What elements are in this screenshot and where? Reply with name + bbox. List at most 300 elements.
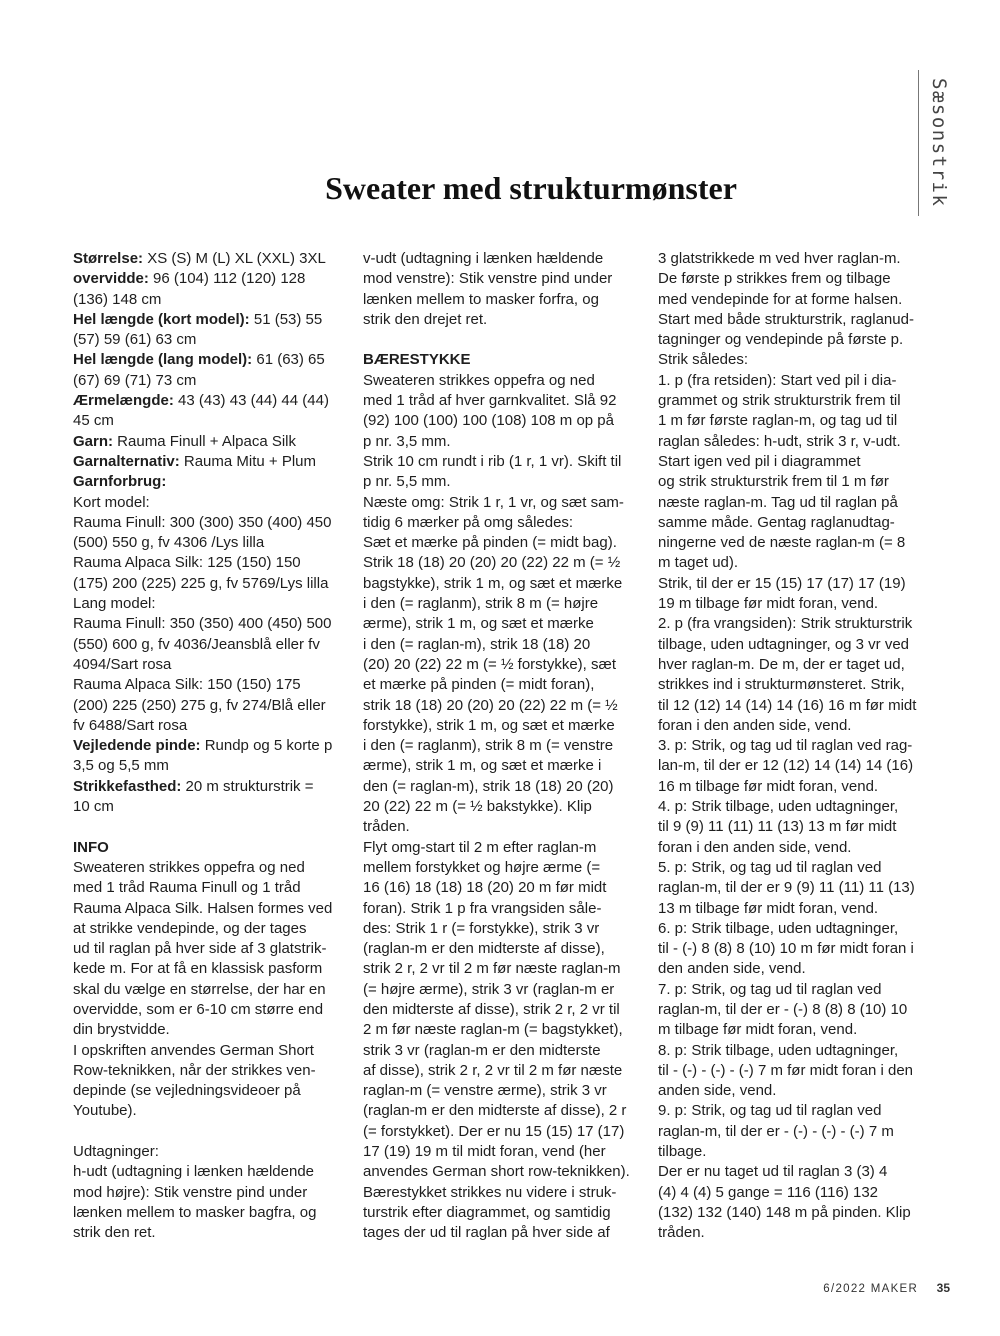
text-line [73,290,353,310]
line-text: 8. p: Strik tilbage, uden udtagninger, [658,1041,899,1059]
line-heading: overvidde: [73,270,149,288]
text-line [73,1122,353,1142]
line-text: h-udt (udtagning i lænken hældende [73,1163,315,1181]
text-line [658,574,938,594]
text-line [363,1061,643,1081]
text-line [658,696,938,716]
line-text: ningerne ved de næste raglan-m (= 8 [658,534,906,552]
line-text: til - (-) - (-) - (-) 7 m før midt foran i den [658,1061,913,1079]
text-line [73,736,353,756]
line-text: (500) 550 g, fv 4306 /Lys lilla [73,534,265,552]
line-text: tilbage. [658,1143,707,1161]
line-text: Bærestykket strikkes nu videre i struk- [363,1183,617,1201]
text-line [73,858,353,878]
line-text: strik den drejet ret. [363,310,488,328]
line-text: raglan-m, til der er - (-) - (-) - (-) 7 m [658,1122,894,1140]
text-line [658,553,938,573]
line-text: Næste omg: Strik 1 r, 1 vr, og sæt sam- [363,493,624,511]
text-line [73,472,353,492]
line-text: p nr. 5,5 mm. [363,473,451,491]
text-line [363,959,643,979]
line-text: 96 (104) 112 (120) 128 [148,270,306,288]
line-text: 2 m før næste raglan-m (= bagstykket), [363,1021,623,1039]
text-line [363,1142,643,1162]
text-line [363,269,643,289]
line-text: af disse), strik 2 r, 2 vr til 2 m før næste [363,1061,623,1079]
line-text: 1. p (fra retsiden): Start ved pil i dia- [658,371,897,389]
text-line [363,696,643,716]
text-line [73,432,353,452]
text-line [73,310,353,330]
line-text: tidig 6 mærker på omg således: [363,513,574,531]
text-line [658,655,938,675]
text-line [363,350,643,370]
text-column-1 [73,249,353,1244]
line-text: den anden side, vend. [658,960,806,978]
text-line [363,797,643,817]
line-text: foran). Strik 1 p fra vrangsiden såle- [363,899,602,917]
line-text: 4. p: Strik tilbage, uden udtagninger, [658,798,899,816]
line-text: Flyt omg-start til 2 m efter raglan-m [363,838,597,856]
text-line [363,1081,643,1101]
line-text: i den (= raglanm), strik 8 m (= venstre [363,737,614,755]
section-label-text: Sæsonstrik [928,78,950,208]
line-text: p nr. 3,5 mm. [363,432,451,450]
text-line [363,391,643,411]
text-line [363,756,643,776]
text-line [363,330,643,350]
line-text: tråden. [363,818,410,836]
line-text: v-udt (udtagning i lænken hældende [363,250,604,267]
text-line [363,838,643,858]
line-heading: Strikkefasthed: [73,777,182,795]
text-line [363,493,643,513]
line-text: foran i den anden side, vend. [658,716,852,734]
line-text: raglan-m, til der er 9 (9) 11 (11) 11 (13) [658,879,915,897]
line-text: Strik, til der er 15 (15) 17 (17) 17 (19) [658,574,906,592]
text-line [363,1020,643,1040]
magazine-name: MAKER [870,1283,919,1295]
text-line [658,1142,938,1162]
text-line [658,513,938,533]
text-line [73,878,353,898]
line-text: (4) 4 (4) 5 gange = 116 (116) 132 [658,1183,879,1201]
line-text: (550) 600 g, fv 4036/Jeansblå eller fv [73,635,320,653]
text-line [363,1101,643,1121]
line-text: 45 cm [73,412,114,430]
text-line [363,594,643,614]
line-text: Row-teknikken, når der strikkes ven- [73,1061,316,1079]
line-text: skal du vælge en størrelse, der har en [73,980,326,998]
line-text: 3 glatstrikkede m ved hver raglan-m. [658,250,901,267]
line-text: ærme), strik 1 m, og sæt et mærke i [363,757,602,775]
line-text: XS (S) M (L) XL (XXL) 3XL [143,250,326,267]
text-line [363,310,643,330]
line-text: 16 m tilbage før midt foran, vend. [658,777,879,795]
line-text: m tilbage før midt foran, vend. [658,1021,858,1039]
line-text: lan-m, til der er 12 (12) 14 (14) 14 (16) [658,757,914,775]
text-line [658,411,938,431]
line-text: tilbage, uden udtagninger, og 3 vr ved [658,635,910,653]
text-line [73,1142,353,1162]
line-text: raglan-m (= venstre ærme), strik 3 vr [363,1082,607,1100]
line-heading: BÆRESTYKKE [363,351,471,369]
line-text: De første p strikkes frem og tilbage [658,270,891,288]
text-line [658,371,938,391]
line-heading: Garnalternativ: [73,452,180,470]
line-text: Strik således: [658,351,749,369]
text-line [73,533,353,553]
line-text: Rauma Finull + Alpaca Silk [113,432,297,450]
line-text: 20 (22) 22 m (= ½ bakstykke). Klip [363,798,592,816]
line-text: 10 cm [73,798,114,816]
text-line [73,797,353,817]
text-line [73,249,353,269]
line-text: Start igen ved pil i diagrammet [658,452,861,470]
text-line [73,411,353,431]
text-line [363,878,643,898]
text-line [658,919,938,939]
line-text: foran i den anden side, vend. [658,838,852,856]
line-heading: Ærmelængde: [73,392,174,410]
line-text: Kort model: [73,493,150,511]
line-text: (132) 132 (140) 148 m på pinden. Klip [658,1203,911,1221]
line-text: strik 3 vr (raglan-m er den midterste [363,1041,601,1059]
text-line [363,858,643,878]
line-text: (92) 100 (100) 100 (108) 108 m op på [363,412,614,430]
line-text: (raglan-m er den midterste af disse), [363,940,605,958]
line-text: 19 m tilbage før midt foran, vend. [658,595,879,613]
text-line [73,330,353,350]
text-line [658,675,938,695]
line-text: forstykke), strik 1 m, og sæt et mærke [363,716,615,734]
line-text: Rundp og 5 korte p [200,737,333,755]
text-line [363,980,643,1000]
text-line [73,1223,353,1243]
text-line [363,716,643,736]
line-text: 2. p (fra vrangsiden): Strik strukturstrik [658,615,913,633]
line-text: tråden. [658,1224,705,1242]
line-text: 43 (43) 43 (44) 44 (44) [173,392,329,410]
text-line [363,574,643,594]
text-column-3 [658,249,938,1244]
text-line [658,980,938,1000]
text-line [73,838,353,858]
text-line [363,736,643,756]
line-text: (200) 225 (250) 275 g, fv 274/Blå eller [73,696,326,714]
line-text: til 12 (12) 14 (14) 14 (16) 16 m før midt [658,696,917,714]
line-text: ud til raglan på hver side af 3 glatstrik- [73,940,327,958]
line-heading: Hel længde (lang model): [73,351,253,369]
text-line [658,330,938,350]
text-line [73,269,353,289]
text-line [73,1183,353,1203]
line-text: Start med både strukturstrik, raglanud- [658,310,914,328]
line-text: turstrik efter diagrammet, og samtidig [363,1203,611,1221]
line-text: fv 6488/Sart rosa [73,716,188,734]
text-line [658,594,938,614]
line-text: din brystvidde. [73,1021,170,1039]
line-text: tagninger og vendepinde på første p. [658,331,904,349]
text-line [658,1162,938,1182]
line-text: næste raglan-m. Tag ud til raglan på [658,493,898,511]
text-line [73,1061,353,1081]
line-text: hver raglan-m. De m, der er taget ud, [658,655,905,673]
line-text: (175) 200 (225) 225 g, fv 5769/Lys lilla [73,574,329,592]
text-line [363,919,643,939]
line-text: 61 (63) 65 [252,351,325,369]
line-text: Lang model: [73,595,156,613]
text-line [658,635,938,655]
line-text: Rauma Alpaca Silk: 150 (150) 175 [73,676,301,694]
line-text: Sweateren strikkes oppefra og ned [73,858,305,876]
text-line [658,1061,938,1081]
text-line [658,1041,938,1061]
text-line [363,899,643,919]
text-line [658,391,938,411]
line-text: Youtube). [73,1102,137,1120]
line-text: 3. p: Strik, og tag ud til raglan ved rag- [658,737,913,755]
line-text: raglan således: h-udt, strik 3 r, v-udt. [658,432,901,450]
text-line [73,716,353,736]
text-line [658,452,938,472]
text-line [73,899,353,919]
text-line [658,838,938,858]
text-line [658,736,938,756]
text-line [73,1020,353,1040]
text-line [363,472,643,492]
text-line [363,411,643,431]
text-line [73,493,353,513]
line-text: 5. p: Strik, og tag ud til raglan ved [658,858,882,876]
text-line [73,919,353,939]
line-text: til - (-) 8 (8) 8 (10) 10 m før midt foran i [658,940,914,958]
line-text: overvidde, som er 6-10 cm større end [73,1000,324,1018]
text-line [363,635,643,655]
line-text: 6. p: Strik tilbage, uden udtagninger, [658,919,899,937]
line-text: lænken mellem to masker forfra, og [363,290,599,308]
issue-label: 6/2022 [823,1283,867,1295]
text-line [658,1000,938,1020]
text-line [658,432,938,452]
line-text: et mærke på pinden (= midt foran), [363,676,595,694]
text-line [73,1000,353,1020]
text-line [658,472,938,492]
text-line [73,1101,353,1121]
line-text: at strikke vendepinde, og der tages [73,919,307,937]
text-line [73,574,353,594]
text-line [658,1101,938,1121]
text-column-2 [363,249,643,1244]
text-line [73,817,353,837]
text-line [73,1203,353,1223]
line-text: (67) 69 (71) 73 cm [73,371,197,389]
line-text: ærme), strik 1 m, og sæt et mærke [363,615,594,633]
line-heading: Vejledende pinde: [73,737,201,755]
line-text: med 1 tråd af hver garnkvalitet. Slå 92 [363,392,617,410]
line-heading: Garnforbrug: [73,473,167,491]
line-text: 4094/Sart rosa [73,655,172,673]
text-line [658,858,938,878]
line-text: 1 m før første raglan-m, og tag ud til [658,412,898,430]
text-line [658,493,938,513]
line-heading: Størrelse: [73,250,144,267]
line-text: 13 m tilbage før midt foran, vend. [658,899,879,917]
text-line [73,1081,353,1101]
text-line [363,1041,643,1061]
line-text: 51 (53) 55 [249,310,323,328]
text-line [658,756,938,776]
text-line [73,513,353,533]
line-text: Strik 18 (18) 20 (20) 20 (22) 22 m (= ½ [363,554,621,572]
line-text: strik den ret. [73,1224,156,1242]
text-line [73,1162,353,1182]
line-heading: Garn: [73,432,114,450]
line-text: (= højre ærme), strik 3 vr (raglan-m er [363,980,615,998]
text-line [363,1223,643,1243]
text-line [363,533,643,553]
text-line [658,269,938,289]
line-text: strik 18 (18) 20 (20) 20 (22) 22 m (= ½ [363,696,618,714]
text-line [658,1223,938,1243]
text-line [73,777,353,797]
text-line [658,533,938,553]
text-line [363,249,643,269]
text-line [73,675,353,695]
line-text: (57) 59 (61) 63 cm [73,331,197,349]
text-line [73,553,353,573]
line-heading: INFO [73,838,109,856]
text-line [73,939,353,959]
text-line [658,878,938,898]
line-text: med vendepinde for at forme halsen. [658,290,903,308]
line-text: til 9 (9) 11 (11) 11 (13) 13 m før midt [658,818,897,836]
line-text: (136) 148 cm [73,290,162,308]
line-text: Rauma Finull: 350 (350) 400 (450) 500 [73,615,332,633]
line-text: i den (= raglan-m), strik 18 (18) 20 [363,635,591,653]
text-line [658,1122,938,1142]
line-text: samme måde. Gentag raglanudtag- [658,513,895,531]
text-line [363,614,643,634]
line-heading: Hel længde (kort model): [73,310,250,328]
text-line [658,716,938,736]
line-text: lænken mellem to masker bagfra, og [73,1203,317,1221]
line-text: Rauma Alpaca Silk. Halsen formes ved [73,899,333,917]
line-text: den (= raglan-m), strik 18 (18) 20 (20) [363,777,614,795]
line-text: mod højre): Stik venstre pind under [73,1183,308,1201]
text-line [363,675,643,695]
text-line [658,1203,938,1223]
text-line [363,1122,643,1142]
text-line [658,899,938,919]
text-line [363,939,643,959]
line-text: 9. p: Strik, og tag ud til raglan ved [658,1102,882,1120]
text-line [363,777,643,797]
line-text: anvendes German short row-teknikken). [363,1163,630,1181]
line-text: (raglan-m er den midterste af disse), 2 r [363,1102,627,1120]
text-line [73,452,353,472]
line-text: Rauma Mitu + Plum [179,452,316,470]
line-text: strikkes ind i strukturmønsteret. Strik, [658,676,905,694]
line-text: bagstykke), strik 1 m, og sæt et mærke [363,574,623,592]
text-line [363,655,643,675]
text-line [658,1020,938,1040]
text-line [658,1183,938,1203]
line-text: Strik 10 cm rundt i rib (1 r, 1 vr). Skift til [363,452,622,470]
text-line [73,635,353,655]
text-line [658,1081,938,1101]
line-text: mellem forstykket og højre ærme (= [363,858,601,876]
text-line [73,350,353,370]
text-line [658,350,938,370]
text-line [363,1000,643,1020]
text-line [658,310,938,330]
line-text: I opskriften anvendes German Short [73,1041,314,1059]
line-text: og strik strukturstrik frem til 1 m før [658,473,889,491]
line-text: raglan-m, til der er - (-) 8 (8) 8 (10) 10 [658,1000,908,1018]
page-number: 35 [936,1281,950,1295]
text-line [73,696,353,716]
text-line [363,1183,643,1203]
line-text: depinde (se vejledningsvideoer på [73,1082,301,1100]
line-text: Sweateren strikkes oppefra og ned [363,371,595,389]
text-line [73,959,353,979]
line-text: strik 2 r, 2 vr til 2 m før næste raglan-m [363,960,621,978]
text-line [73,391,353,411]
text-line [658,249,938,269]
line-text: den midterste af disse), strik 2 r, 2 vr til [363,1000,620,1018]
page-footer [823,1281,950,1295]
line-text: m taget ud). [658,554,739,572]
text-line [363,513,643,533]
text-line [363,553,643,573]
line-text: Rauma Alpaca Silk: 125 (150) 150 [73,554,301,572]
line-text: Udtagninger: [73,1143,159,1161]
text-line [658,817,938,837]
text-line [658,614,938,634]
line-text: (= forstykket). Der er nu 15 (15) 17 (17) [363,1122,625,1140]
text-line [73,655,353,675]
text-line [363,1162,643,1182]
text-line [363,371,643,391]
text-line [363,432,643,452]
text-line [73,594,353,614]
line-text: des: Strik 1 r (= forstykke), strik 3 vr [363,919,600,937]
text-line [658,290,938,310]
line-text: anden side, vend. [658,1082,777,1100]
text-line [73,1041,353,1061]
text-line [363,452,643,472]
line-text: kede m. For at få en klassisk pasform [73,960,323,978]
line-text: med 1 tråd Rauma Finull og 1 tråd [73,879,301,897]
line-text: Rauma Finull: 300 (300) 350 (400) 450 [73,513,332,531]
text-line [363,817,643,837]
line-text: 17 (19) 19 m til midt foran, vend (her [363,1143,606,1161]
text-line [658,959,938,979]
line-text: 3,5 og 5,5 mm [73,757,169,775]
line-text: 20 m strukturstrik = [181,777,314,795]
text-line [658,797,938,817]
text-line [73,980,353,1000]
line-text: grammet og strik strukturstrik frem til [658,392,901,410]
text-line [658,777,938,797]
line-text: tages der ud til raglan på hver side af [363,1224,610,1242]
text-line [658,939,938,959]
line-text: i den (= raglanm), strik 8 m (= højre [363,595,599,613]
text-line [73,371,353,391]
text-line [363,290,643,310]
line-text: 7. p: Strik, og tag ud til raglan ved [658,980,882,998]
